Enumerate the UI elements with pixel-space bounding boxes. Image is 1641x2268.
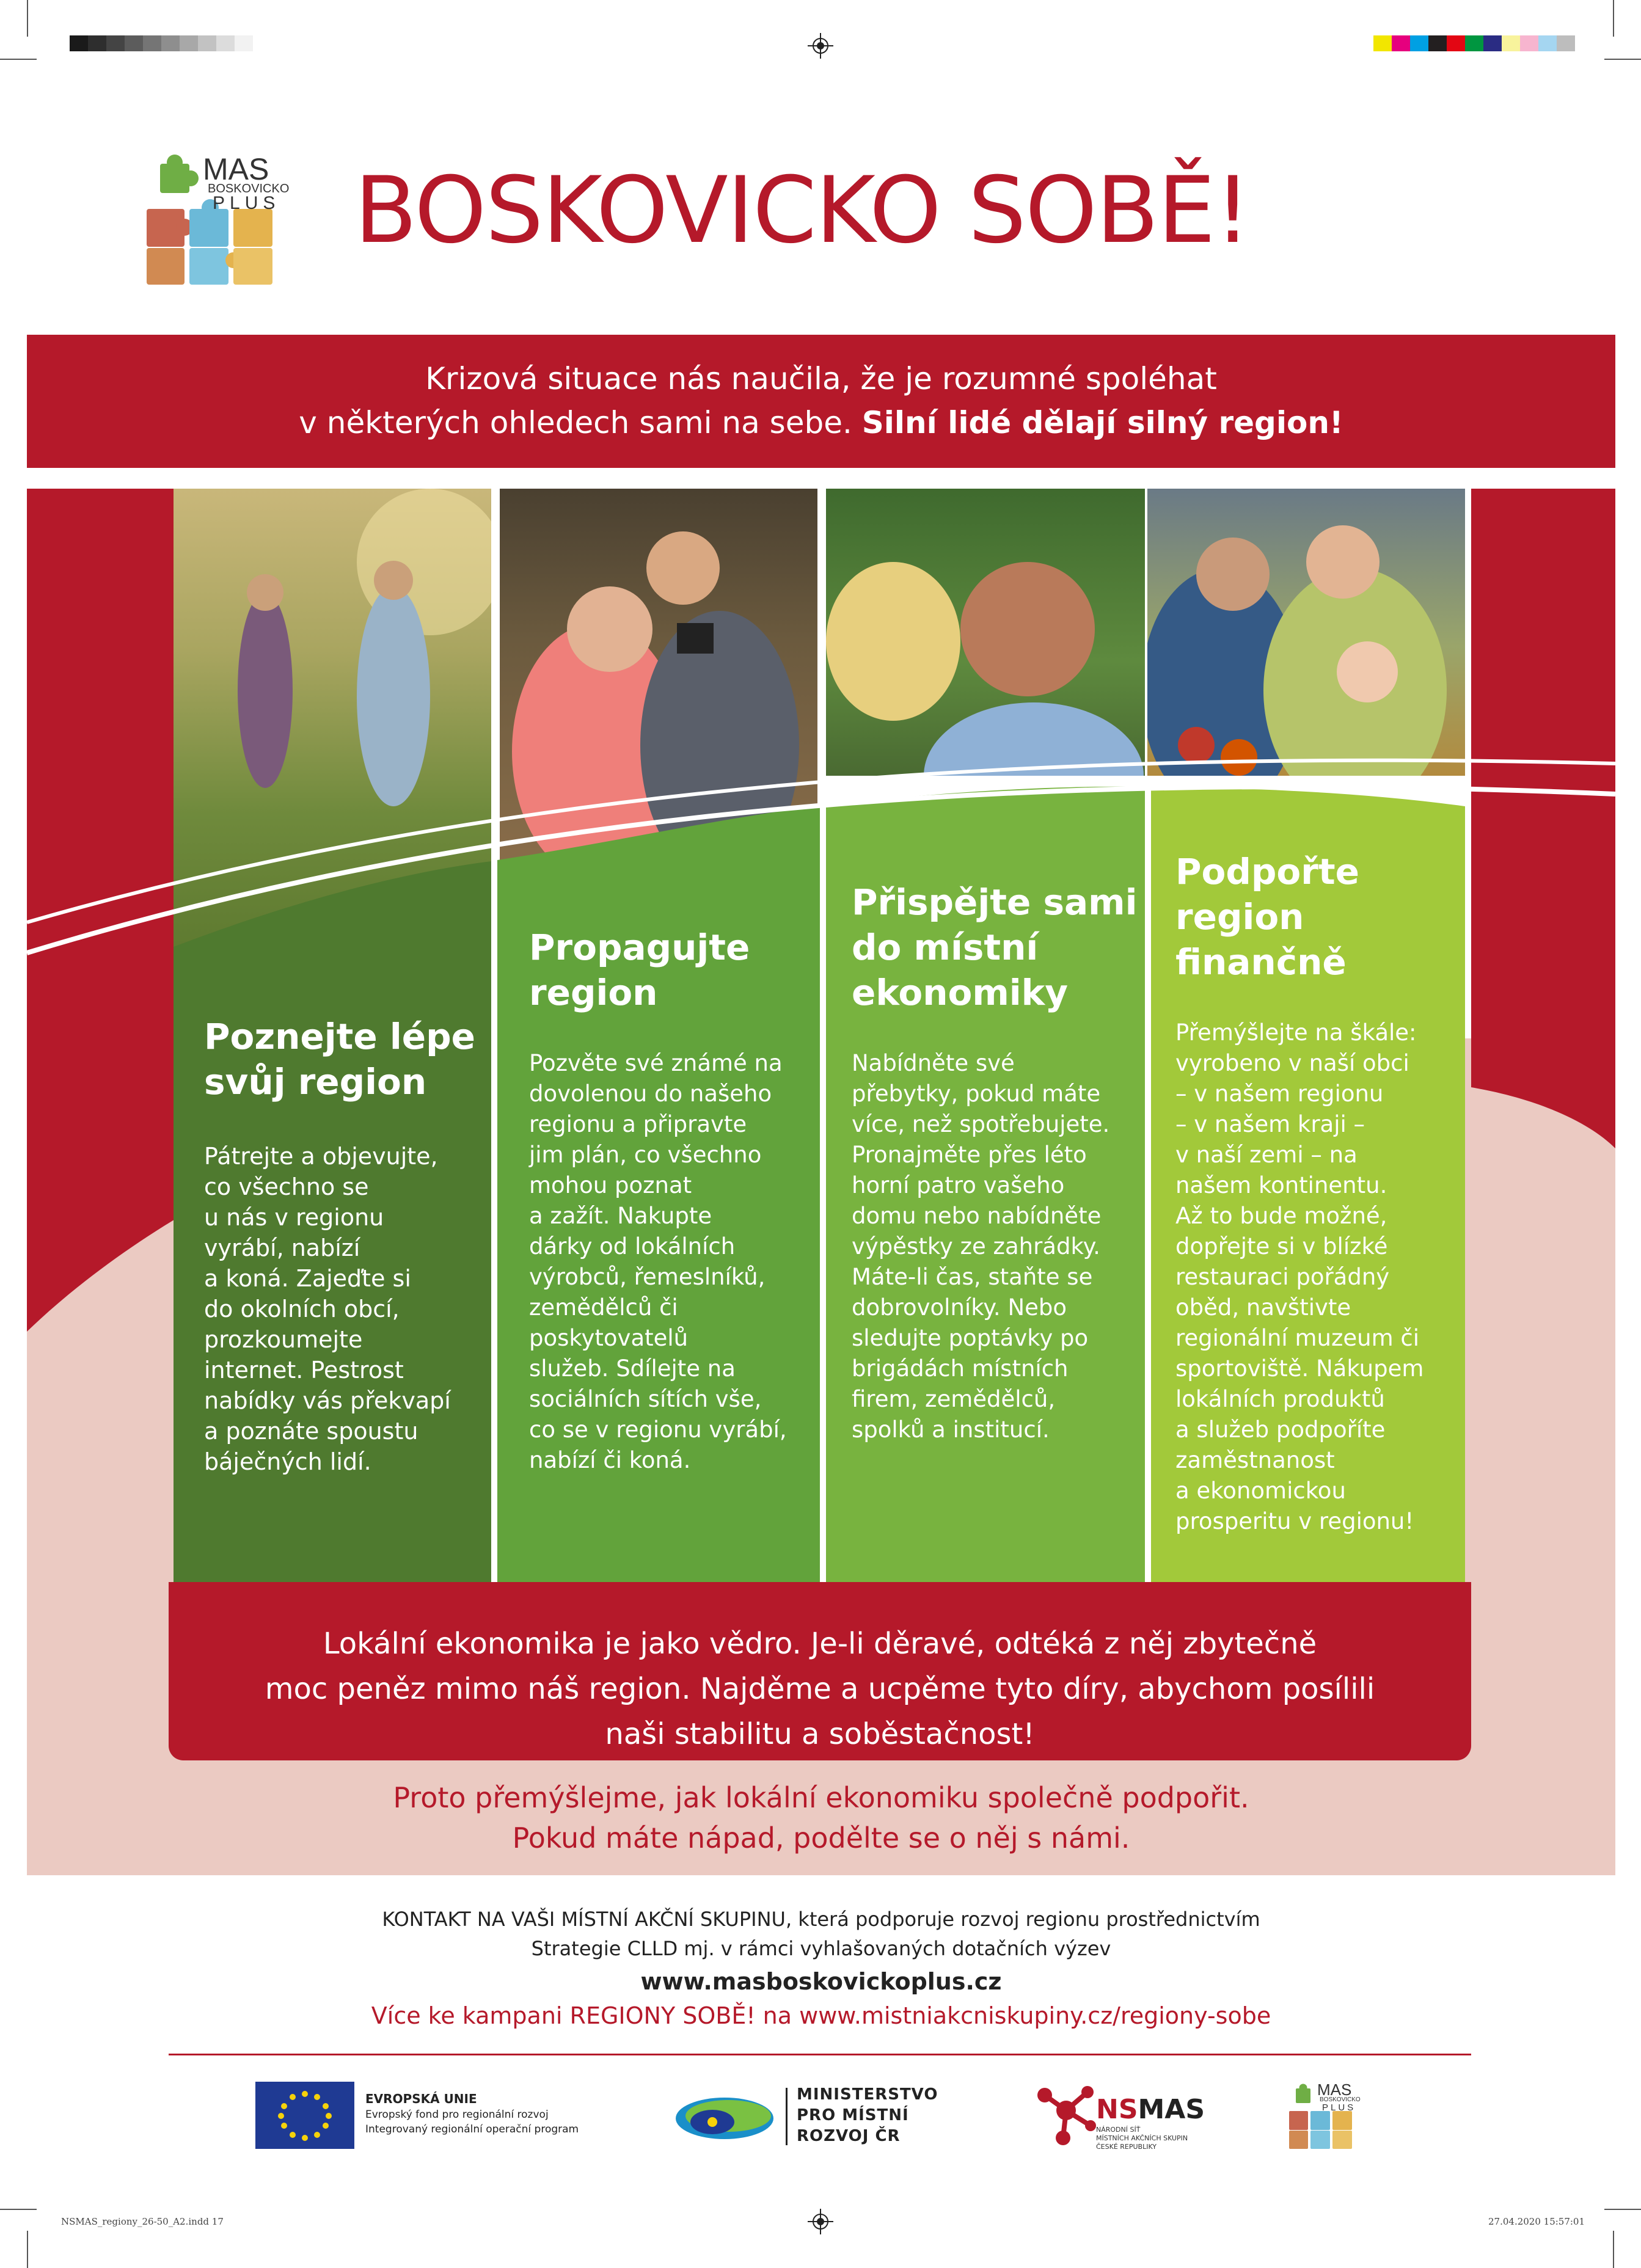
small-logo-mas: MAS: [1317, 2080, 1352, 2099]
mas-logo-small: [1289, 2080, 1369, 2151]
column-3: [852, 880, 1142, 1445]
contact-line1: KONTAKT NA VAŠI MÍSTNÍ AKČNÍ SKUPINU, která podporuje rozvoj regionu prostřednictvím: [382, 1908, 1260, 1931]
column-4-title: Podpořte region finančně: [1175, 851, 1359, 983]
eu-line1: EVROPSKÁ UNIE: [365, 2091, 477, 2106]
logo-mas-text: MAS: [203, 152, 269, 186]
eu-line2: Evropský fond pro regionální rozvoj: [365, 2109, 549, 2121]
nsmas-sub2: MÍSTNÍCH AKČNÍCH SKUPIN: [1096, 2134, 1188, 2142]
column-1: [204, 1014, 485, 1477]
nsmas-sub3: ČESKÉ REPUBLIKY: [1096, 2143, 1157, 2151]
mmr-separator: [786, 2088, 788, 2145]
slug-left: NSMAS_regiony_26-50_A2.indd 17: [61, 2216, 224, 2227]
closing-text: [27, 1778, 1615, 1858]
crop-mark: [1604, 2209, 1641, 2210]
bucket-band: [169, 1582, 1471, 1760]
column-1-title: Poznejte lépe svůj region: [204, 1016, 475, 1103]
bucket-line1: Lokální ekonomika je jako vědro. Je-li děravé, odtéká z něj zbytečně: [323, 1627, 1317, 1661]
page-title: BOSKOVICKO SOBĚ!: [354, 158, 1250, 264]
column-3-title: Přispějte sami do místní ekonomiky: [852, 881, 1138, 1013]
eu-flag-icon: [255, 2082, 354, 2149]
intro-line2-bold: Silní lidé dělají silný region!: [861, 405, 1343, 440]
intro-line1: Krizová situace nás naučila, že je rozumné spoléhat: [425, 361, 1217, 396]
closing-line2: Pokud máte nápad, podělte se o něj s námi.: [512, 1821, 1130, 1854]
eu-line3: Integrovaný regionální operační program: [365, 2123, 579, 2135]
mmr-line3: ROZVOJ ČR: [797, 2127, 901, 2145]
slug-right: 27.04.2020 15:57:01: [1488, 2216, 1585, 2227]
bucket-line3: naši stabilitu a soběstačnost!: [605, 1717, 1035, 1751]
small-logo-boskovicko: BOSKOVICKO: [1320, 2096, 1361, 2103]
column-2-title: Propagujte region: [529, 927, 750, 1013]
contact-block: [27, 1905, 1615, 2032]
eu-logo: [255, 2082, 598, 2149]
nsmas-sub1: NÁRODNÍ SÍŤ: [1096, 2126, 1141, 2134]
crop-mark: [27, 2231, 28, 2268]
closing-line1: Proto přemýšlejme, jak lokální ekonomiku společně podpořit.: [393, 1781, 1249, 1814]
column-4: [1175, 849, 1463, 1537]
column-2-text: Pozvěte své známé na dovolenou do našeho regionu a připravte jim plán, co všechno mohou poznat a zažít. Nakupte dárky od lokálních výrobců, řemeslníků, zemědělců či poskytovatelů služeb. Sdílejte na sociálních sítích vše, co se v regionu vyrábí, nabízí či koná.: [529, 1050, 787, 1473]
logo-boskovicko-text: BOSKOVICKO: [208, 182, 290, 195]
column-4-text: Přemýšlejte na škále: vyrobeno v naší obci – v našem regionu – v našem kraji – v naší zemi – na našem kontinentu. Až to bude možné, dopřejte si v blízké restauraci pořádný oběd, navštivte regionální muzeum či sportoviště. Nákupem lokálních produktů a služeb podpoříte zaměstnanost a ekonomickou prosperitu v regionu!: [1175, 1019, 1424, 1534]
intro-line2-plain: v některých ohledech sami na sebe.: [299, 405, 852, 440]
column-3-text: Nabídněte své přebytky, pokud máte více, než spotřebujete. Pronajměte přes léto horní patro vašeho domu nebo nabídněte výpěstky ze zahrádky. Máte-li čas, staňte se dobrovolníky. Nebo sledujte poptávky po brigádách místních firem, zemědělců, spolků a institucí.: [852, 1050, 1110, 1443]
bucket-line2: moc peněz mimo náš region. Najděme a ucpěme tyto díry, abychom posílili: [265, 1672, 1375, 1706]
column-2: [529, 925, 816, 1476]
mmr-emblem-icon: [670, 2082, 780, 2149]
registration-mark-icon: [813, 2214, 828, 2230]
small-logo-plus: PLUS: [1322, 2102, 1356, 2113]
website-link[interactable]: www.masboskovickoplus.cz: [640, 1968, 1002, 1995]
crop-mark: [1613, 2231, 1614, 2268]
nsmas-logo: [1032, 2077, 1228, 2156]
divider: [169, 2054, 1471, 2055]
crop-mark: [0, 2209, 37, 2210]
mmr-line2: PRO MÍSTNÍ: [797, 2106, 909, 2124]
nsmas-name: NSMAS: [1096, 2094, 1205, 2125]
mmr-logo: [670, 2082, 963, 2149]
mmr-line1: MINISTERSTVO: [797, 2085, 938, 2104]
nsmas-network-icon: [1032, 2077, 1100, 2150]
campaign-link[interactable]: Více ke kampani REGIONY SOBĚ! na www.mistniakcniskupiny.cz/regiony-sobe: [371, 2002, 1271, 2029]
contact-line2: Strategie CLLD mj. v rámci vyhlašovaných dotačních výzev: [531, 1937, 1111, 1960]
column-1-text: Pátrejte a objevujte, co všechno se u nás v regionu vyrábí, nabízí a koná. Zajeďte si do okolních obcí, prozkoumejte internet. Pestrost nabídky vás překvapí a poznáte spoustu báječných lidí.: [204, 1143, 451, 1475]
logo-plus-text: PLUS: [213, 193, 280, 213]
